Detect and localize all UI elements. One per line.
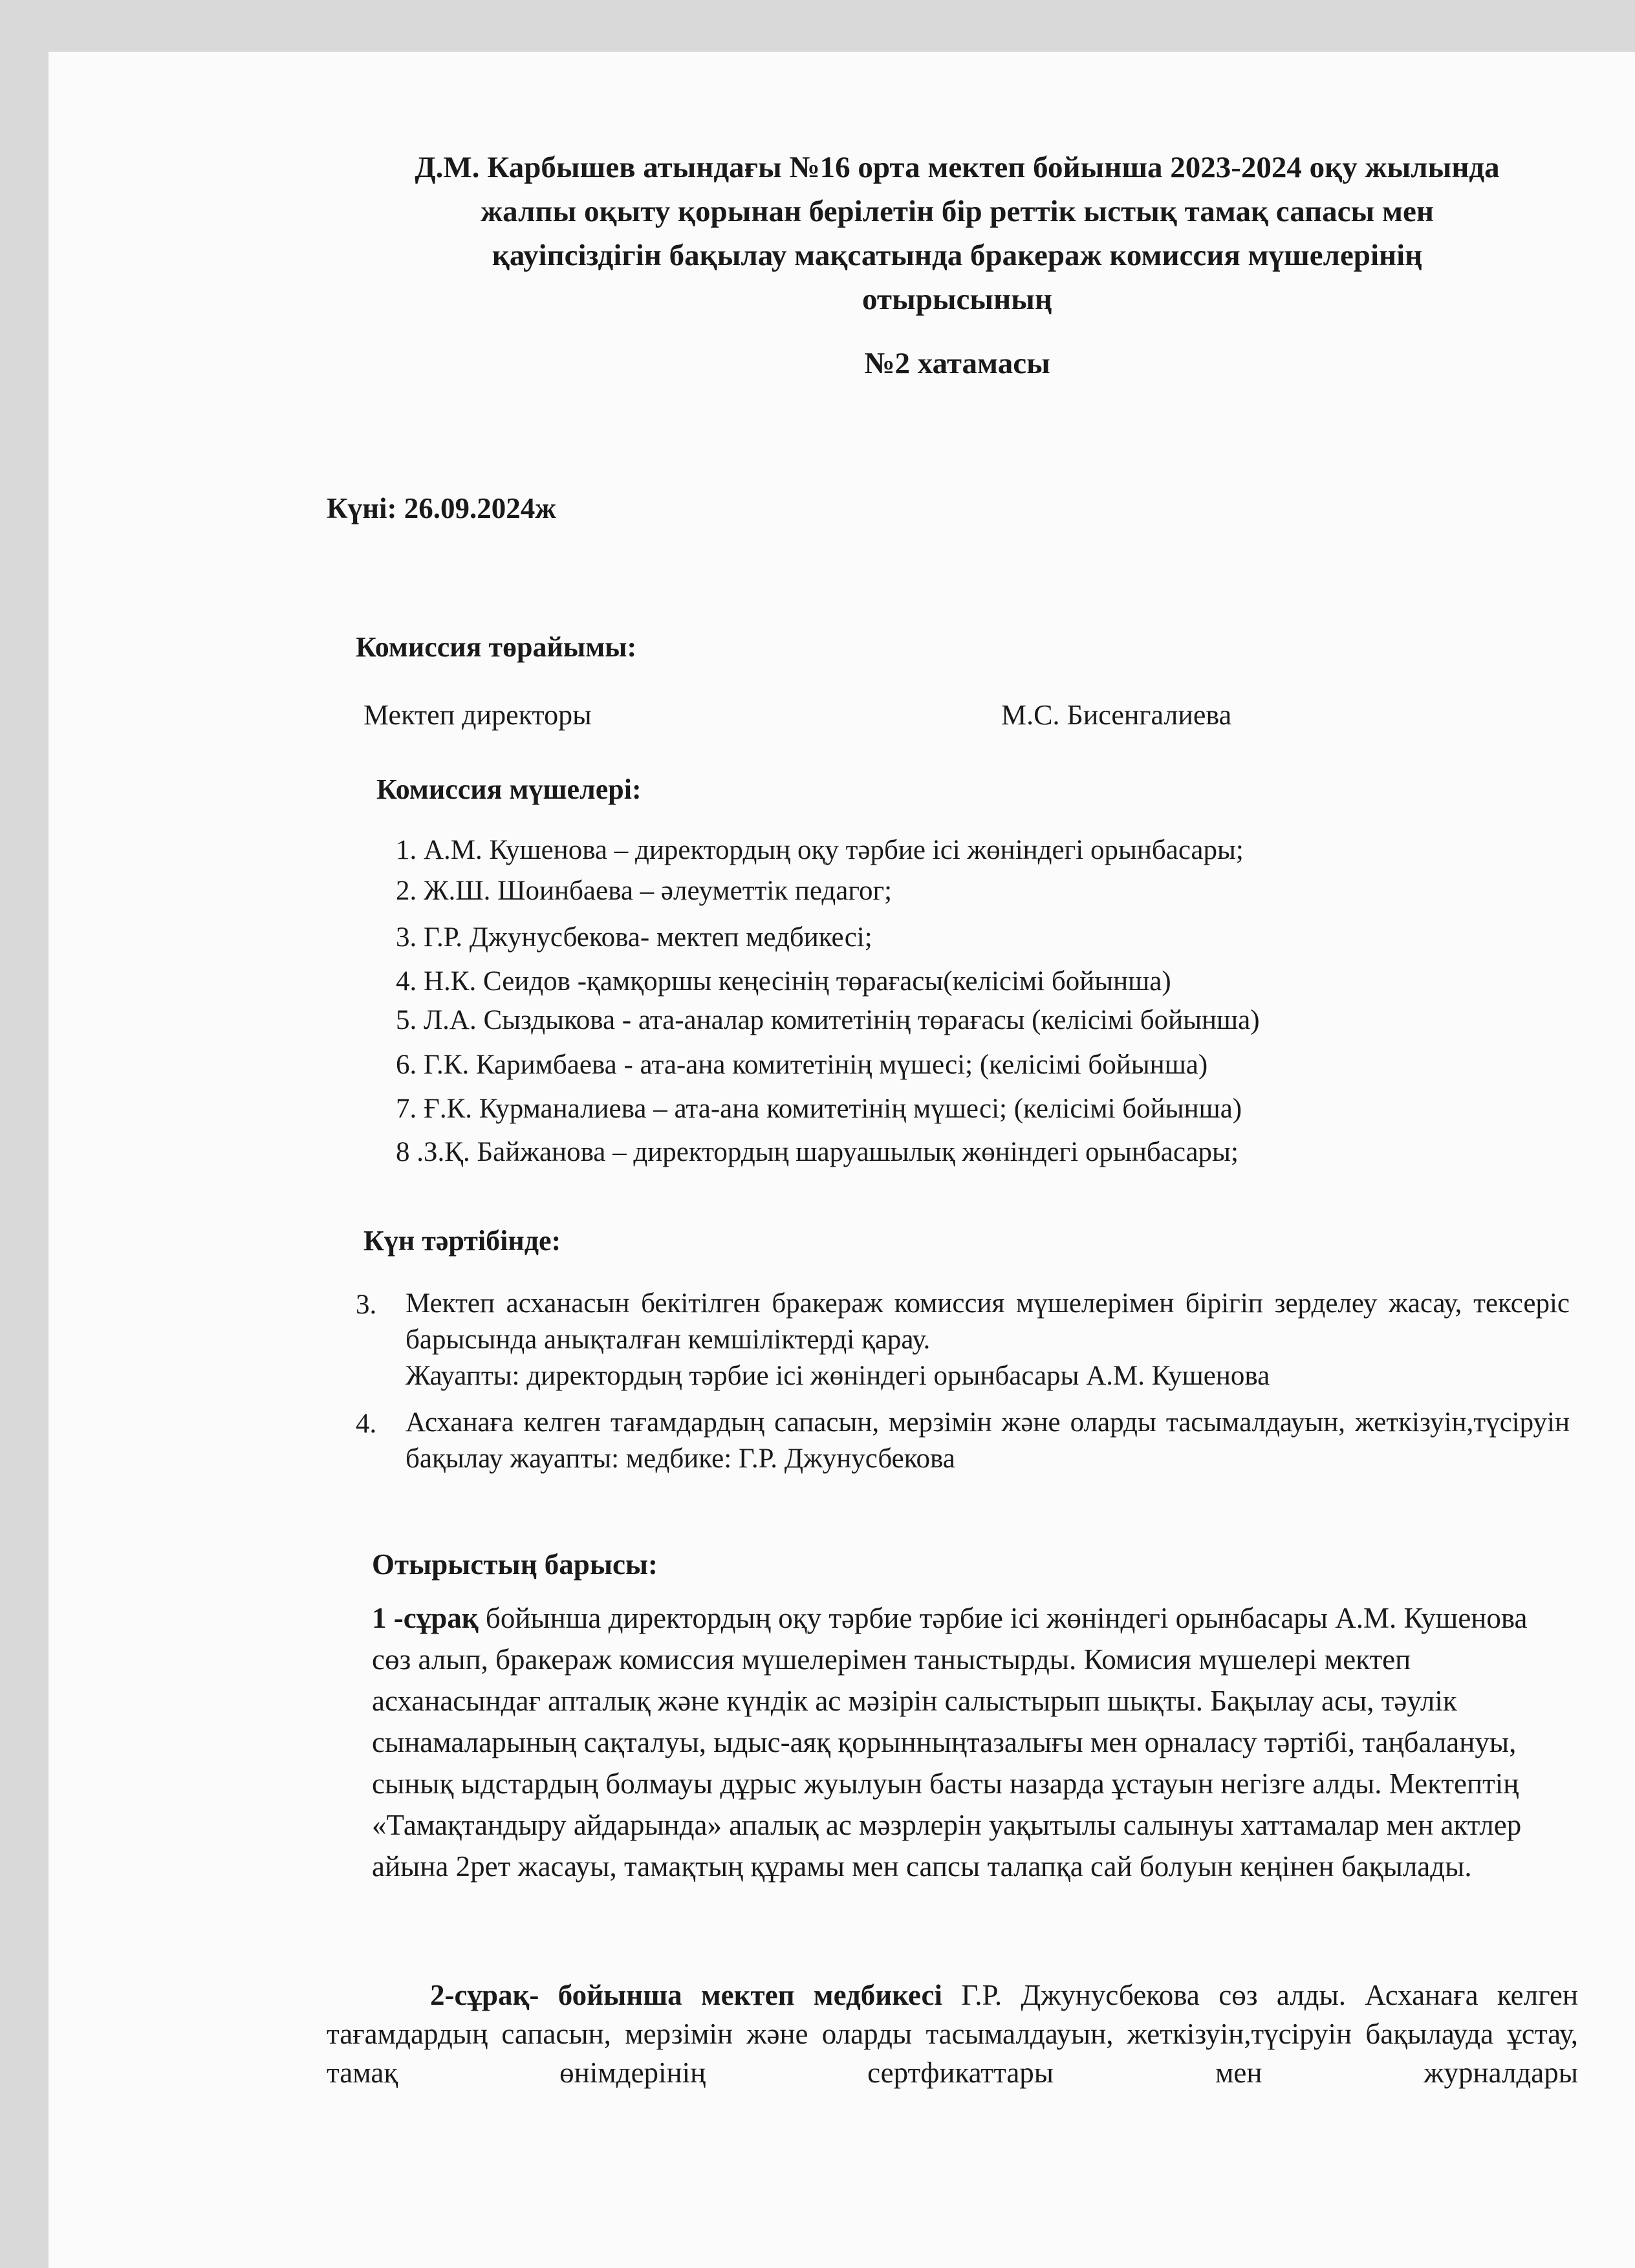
- document-title: [298, 146, 1617, 321]
- question-1-paragraph: [372, 1597, 1562, 1887]
- agenda-item-number: 3.: [356, 1290, 377, 1320]
- agenda-item: [406, 1405, 1570, 1477]
- list-item: 5. Л.А. Сыздыкова - ата-аналар комитетінің төрағасы (келісімі бойынша): [396, 1005, 1260, 1035]
- question-2-paragraph: [327, 1976, 1578, 2092]
- protocol-number: №2 хатамасы: [864, 347, 1050, 380]
- list-item: 2. Ж.Ш. Шоинбаева – әлеуметтік педагог;: [396, 876, 893, 906]
- agenda-item-text: Асханаға келген тағамдардың сапасын, мерзімін және оларды тасымалдауын, жеткізуін,түсіруін бақылау жауапты: медбике: Г.Р. Джунусбекова: [406, 1407, 1570, 1474]
- agenda-item-number: 4.: [356, 1409, 377, 1439]
- agenda-item: [406, 1286, 1570, 1394]
- chair-heading: Комиссия төрайымы:: [356, 631, 637, 663]
- title-line: қауіпсіздігін бақылау мақсатында бракераж комиссия мүшелерінің: [492, 239, 1423, 272]
- question-2-label: 2-сұрақ- бойынша мектеп медбикесі: [430, 1979, 942, 2011]
- title-line: отырысының: [862, 283, 1052, 316]
- question-1-text: бойынша директордың оқу тәрбие тәрбие ісі жөніндегі орынбасары А.М. Кушенова сөз алып, бракераж комиссия мүшелерімен таныстырды. Комисия мүшелері мектеп асханасындағ апталық және күндік ас мәзірін салыстырып шықты. Бақылау асы, тәулік сынамаларының сақталуы, ыдыс-аяқ қорынныңтазалығы мен орналасу тәртібі, таңбалануы, сынық ыдстардың болмауы дұрыс жуылуын басты назарда ұстауын негізге алды. Мектептің «Тамақтандыру айдарында» апалық ас мәзрлерін уақытылы салынуы хаттамалар мен актлер айына 2рет жасауы, тамақтың құрамы мен сапсы талапқа сай болуын кеңінен бақылады.: [372, 1602, 1528, 1883]
- question-1-label: 1 -сұрақ: [372, 1602, 479, 1634]
- agenda-item-text: Мектеп асханасын бекітілген бракераж комиссия мүшелерімен бірігіп зерделеу жасау, тексеріс барысында анықталған кемшіліктерді қарау.: [406, 1288, 1570, 1355]
- list-item: 1. А.М. Кушенова – директордың оқу тәрбие ісі жөніндегі орынбасары;: [396, 835, 1244, 865]
- proceedings-heading: Отырыстың барысы:: [372, 1548, 658, 1581]
- agenda-item-responsible: Жауапты: директордың тәрбие ісі жөніндегі орынбасары А.М. Кушенова: [406, 1361, 1270, 1391]
- list-item: 3. Г.Р. Джунусбекова- мектеп медбикесі;: [396, 922, 872, 953]
- agenda-heading: Күн тәртібінде:: [363, 1225, 561, 1257]
- members-heading: Комиссия мүшелері:: [376, 773, 642, 805]
- list-item: 8 .З.Қ. Байжанова – директордың шаруашылық жөніндегі орынбасары;: [396, 1137, 1239, 1167]
- list-item: 6. Г.К. Каримбаева - ата-ана комитетінің мүшесі; (келісімі бойынша): [396, 1050, 1208, 1080]
- list-item: 7. Ғ.К. Курманалиева – ата-ана комитетінің мүшесі; (келісімі бойынша): [396, 1094, 1242, 1124]
- chair-position: Мектеп директоры: [363, 699, 592, 731]
- question-2-text: Г.Р. Джунусбекова сөз алды. Асханаға келген тағамдардың сапасын, мерзімін және оларды тасымалдауын, жеткізуін,түсіруін бақылауда ұстау, тамақ өнімдерінің сертфикаттары мен журналдары: [327, 1979, 1578, 2089]
- title-line: Д.М. Карбышев атындағы №16 орта мектеп бойынша 2023-2024 оқу жылында: [415, 151, 1500, 184]
- meeting-date: Күні: 26.09.2024ж: [327, 492, 556, 524]
- chair-name: М.С. Бисенгалиева: [1001, 699, 1232, 731]
- list-item: 4. Н.К. Сеидов -қамқоршы кеңесінің төрағасы(келісімі бойынша): [396, 966, 1171, 997]
- title-line: жалпы оқыту қорынан берілетін бір реттік ыстық тамақ сапасы мен: [481, 195, 1434, 228]
